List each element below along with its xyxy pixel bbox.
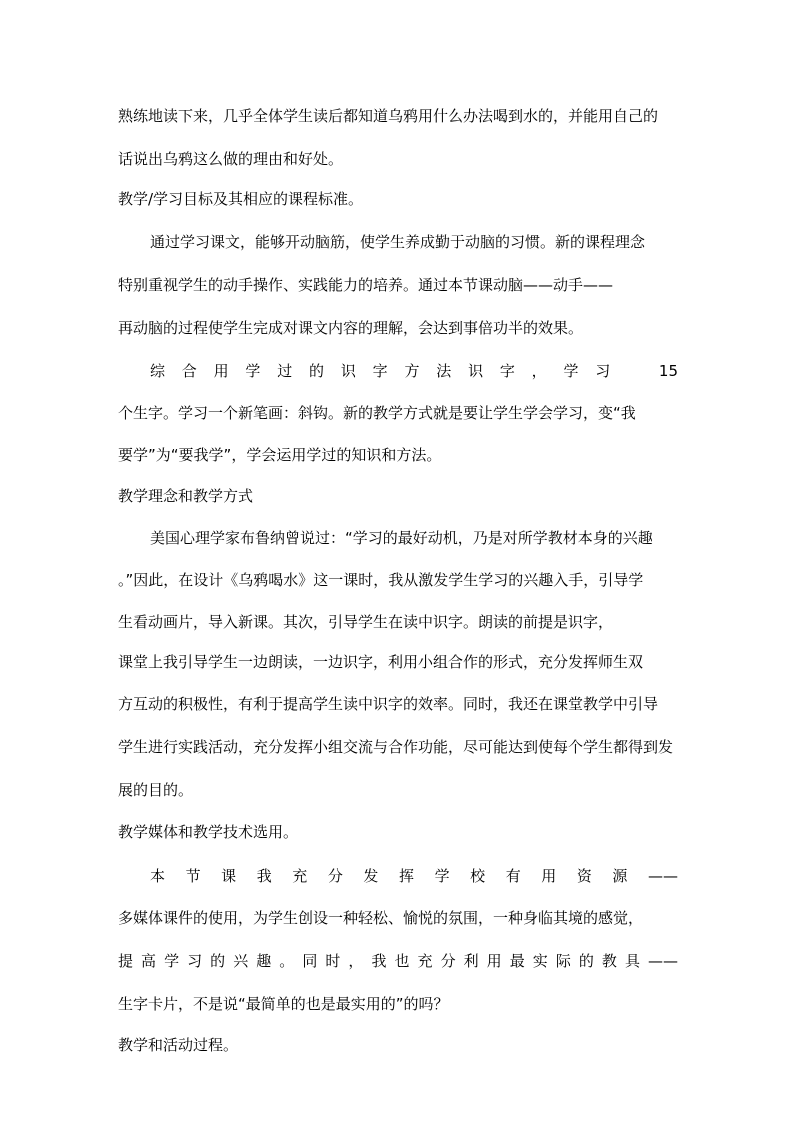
body-text-line: 要学”为“要我学”，学会运用学过的知识和方法。 <box>118 446 442 464</box>
body-text-line: 通过学习课文，能够开动脑筋，使学生养成勤于动脑的习惯。新的课程理念 <box>150 233 646 251</box>
body-text-line: 美国心理学家布鲁纳曾说过：“学习的最好动机，乃是对所学教材本身的兴趣 <box>150 529 653 547</box>
body-text-line: 特别重视学生的动手操作、实践能力的培养。通过本节课动脑——动手—— <box>118 276 614 294</box>
body-text-line: 多媒体课件的使用，为学生创设一种轻松、愉悦的氛围，一种身临其境的感觉， <box>118 909 644 927</box>
body-text-line: 展的目的。 <box>118 781 194 799</box>
body-text-line: 综合用学过的识字方法识字，学习 15 <box>150 362 678 380</box>
body-text-line: 个生字。学习一个新笔画：斜钩。新的教学方式就是要让学生学会学习，变“我 <box>118 404 636 422</box>
body-text-line: 方互动的积极性，有利于提高学生读中识字的效率。同时，我还在课堂教学中引导 <box>118 695 659 713</box>
section-heading: 教学媒体和教学技术选用。 <box>118 823 299 841</box>
body-text-line: 提高学习的兴趣。同时，我也充分利用最实际的教具—— <box>118 952 678 970</box>
body-text-line: 再动脑的过程使学生完成对课文内容的理解，会达到事倍功半的效果。 <box>118 319 584 337</box>
body-text-line: 学生进行实践活动，充分发挥小组交流与合作功能，尽可能达到使每个学生都得到发 <box>118 738 674 756</box>
body-text-line: 本节课我充分发挥学校有用资源—— <box>150 867 678 885</box>
body-text-line: 熟练地读下来，几乎全体学生读后都知道乌鸦用什么办法喝到水的，并能用自己的 <box>118 107 659 125</box>
body-text-line: 话说出乌鸦这么做的理由和好处。 <box>118 150 344 168</box>
section-heading: 教学/学习目标及其相应的课程标准。 <box>118 190 364 208</box>
section-heading: 教学和活动过程。 <box>118 1036 239 1054</box>
body-text-line: 课堂上我引导学生一边朗读，一边识字，利用小组合作的形式，充分发挥师生双 <box>118 653 644 671</box>
body-text-line: 生字卡片，不是说“最简单的也是最实用的”的吗？ <box>118 995 449 1013</box>
body-text-line: 。”因此，在设计《乌鸦喝水》这一课时，我从激发学生学习的兴趣入手，引导学 <box>118 571 644 589</box>
section-heading: 教学理念和教学方式 <box>118 487 254 505</box>
body-text-line: 生看动画片，导入新课。其次，引导学生在读中识字。朗读的前提是识字， <box>118 613 614 631</box>
